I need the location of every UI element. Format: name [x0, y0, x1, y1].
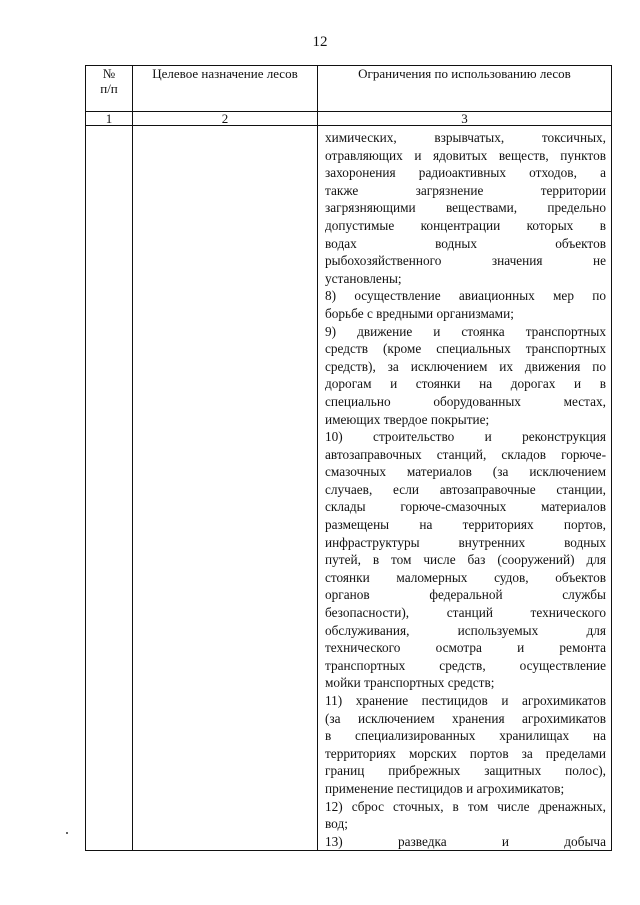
- restriction-text-line: 8) осуществление авиационных мер по: [325, 288, 606, 304]
- restriction-text-line: инфраструктуры внутренних водных: [325, 534, 606, 550]
- restriction-text-line: также загрязнение территории: [325, 182, 606, 198]
- restriction-text-line: химических, взрывчатых, токсичных,: [325, 130, 606, 145]
- restriction-text-line: 10) строительство и реконструкция: [325, 429, 606, 445]
- restriction-text-line: смазочных материалов (за исключением: [325, 464, 606, 480]
- table-body-row: [86, 126, 612, 851]
- restriction-text-line: 11) хранение пестицидов и агрохимикатов: [325, 693, 606, 708]
- header-number-symbol: №: [102, 66, 116, 81]
- restriction-text-line: 13) разведка и добыча: [325, 833, 606, 849]
- restrictions-table: [85, 65, 612, 851]
- restriction-text-line: технического осмотра и ремонта: [325, 640, 606, 656]
- restriction-text-line: случаев, если автозаправочные станции,: [325, 481, 606, 497]
- restriction-text-line: средств), за исключением их движения по: [325, 358, 606, 374]
- page-number: 12: [312, 34, 328, 50]
- restriction-text-line: склады горюче-смазочных материалов: [325, 499, 606, 515]
- body-purpose-cell: [133, 126, 318, 851]
- restriction-text-line: средств (кроме специальных транспортных: [325, 341, 606, 357]
- restriction-text-line: вод;: [325, 816, 348, 832]
- restriction-text-line: (за исключением хранения агрохимикатов: [325, 710, 606, 726]
- restriction-text-line: в специализированных хранилищах на: [325, 728, 606, 744]
- restriction-text-line: загрязняющими веществами, предельно: [325, 200, 606, 216]
- scan-speck: [66, 832, 68, 834]
- table-header-row: [86, 66, 612, 112]
- column-number-3: 3: [318, 112, 612, 126]
- restriction-text-line: безопасности), станций технического: [325, 605, 606, 621]
- restriction-text-line: границ прибрежных защитных полос),: [325, 763, 606, 779]
- restriction-text-line: органов федеральной службы: [325, 587, 606, 603]
- restriction-text-line: автозаправочных станций, складов горюче-: [325, 446, 606, 462]
- restriction-text-line: отравляющих и ядовитых веществ, пунктов: [325, 147, 606, 163]
- restriction-text-line: территориях морских портов за пределами: [325, 745, 606, 761]
- restriction-text-line: водах водных объектов: [325, 235, 606, 251]
- restriction-text-line: 12) сброс сточных, в том числе дренажных,: [325, 798, 606, 814]
- restriction-text-line: имеющих твердое покрытие;: [325, 411, 490, 427]
- restriction-text-line: допустимые концентрации которых в: [325, 217, 606, 233]
- restriction-text-line: применение пестицидов и агрохимикатов;: [325, 780, 565, 796]
- header-number-cell: [86, 66, 133, 112]
- restriction-text-line: мойки транспортных средств;: [325, 675, 495, 691]
- restriction-text-line: путей, в том числе баз (сооружений) для: [325, 552, 606, 568]
- restriction-text-line: борьбе с вредными организмами;: [325, 305, 514, 321]
- column-number-2: 2: [133, 112, 318, 126]
- restriction-text-line: специально оборудованных местах,: [325, 393, 606, 409]
- restriction-text-line: 9) движение и стоянка транспортных: [325, 323, 606, 339]
- restriction-text-line: дорогам и стоянки на дорогах и в: [325, 376, 606, 392]
- restriction-text-line: обслуживания, используемых для: [325, 622, 606, 638]
- restriction-text-line: рыбохозяйственного значения не: [325, 253, 606, 269]
- restriction-text-line: транспортных средств, осуществление: [325, 657, 606, 673]
- header-purpose-cell: Целевое назначение лесов: [133, 66, 318, 112]
- restriction-text-line: размещены на территориях портов,: [325, 517, 606, 533]
- header-restrictions-cell: Ограничения по использованию лесов: [318, 66, 612, 112]
- restriction-text-line: захоронения радиоактивных отходов, а: [325, 165, 606, 181]
- column-number-1: 1: [86, 112, 133, 126]
- header-number-abbrev: п/п: [100, 81, 118, 96]
- column-number-row: [86, 112, 612, 126]
- restriction-text-line: стоянки маломерных судов, объектов: [325, 569, 606, 585]
- body-number-cell: [86, 126, 133, 851]
- restrictions-text-cell: [318, 126, 612, 851]
- restriction-text-line: установлены;: [325, 270, 402, 286]
